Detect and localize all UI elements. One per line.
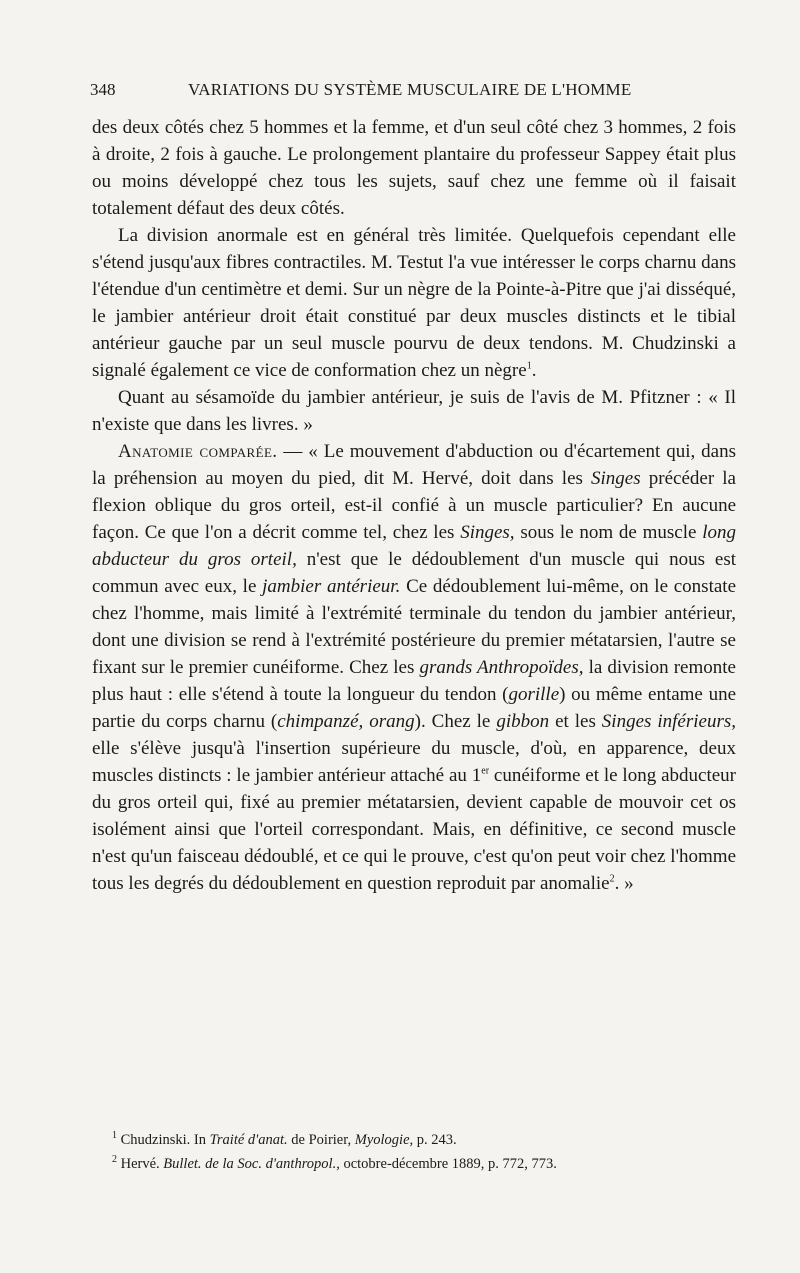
italic-term: long abducteur du gros orteil, <box>92 522 736 570</box>
italic-term: gorille <box>508 684 560 705</box>
italic-term: jambier antérieur. <box>262 576 401 597</box>
footnote-ref-2[interactable]: 2 <box>609 873 615 885</box>
paragraph-text: des deux côtés chez 5 hommes et la femme, et d'un seul côté chez 3 hommes, 2 fois à droite, 2 fois à gauche. Le prolongement plantaire du professeur Sappey était plus ou moins développé chez tous les sujets, sauf chez une femme où il faisait totalement défaut des deux côtés. <box>92 117 736 219</box>
italic-term: Singes, <box>460 522 515 543</box>
footnote-2 <box>112 1152 736 1176</box>
running-title: VARIATIONS DU SYSTÈME MUSCULAIRE DE L'HOMME <box>188 80 632 99</box>
italic-term: Singes <box>591 468 641 489</box>
section-text: — « Le mouvement d'abduction ou d'écartement qui, dans la préhension au moyen du pied, dit M. Hervé, doit dans les <box>92 441 736 489</box>
footnote-text: Hervé. <box>117 1156 164 1172</box>
footnotes <box>112 1128 736 1176</box>
paragraph-division <box>92 222 736 384</box>
superscript-er: er <box>481 765 490 777</box>
paragraph-continuation <box>92 114 736 222</box>
italic-term: grands Anthropoïdes, <box>419 657 584 678</box>
paragraph-sesamoid <box>92 384 736 438</box>
footnote-italic: Bullet. de la Soc. d'anthropol., <box>163 1156 340 1172</box>
footnote-text: de Poirier, <box>287 1132 355 1148</box>
section-text: la division remonte plus haut : elle s'étend à toute la longueur du tendon ( <box>92 657 736 705</box>
page-number: 348 <box>90 80 116 99</box>
italic-term: chimpanzé, orang <box>277 711 415 732</box>
section-text: Ce dédoublement lui-même, on le constate chez l'homme, mais limité à l'extrémité terminale du tendon du jambier antérieur, dont une division se rend à l'extrémité postérieure du premier métatarsien, l'autre se fixant sur le premier cunéiforme. Chez les <box>92 576 736 678</box>
paragraph-text: La division anormale est en général très limitée. Quelquefois cependant elle s'étend jusqu'aux fibres contractiles. M. Testut l'a vue intéresser le corps charnu dans l'étendue d'un centimètre et demi. Sur un nègre de la Pointe-à-Pitre que j'ai disséqué, le jambier antérieur droit était constitué par deux muscles distincts et le tibial antérieur gauche par un seul muscle pourvu de deux tendons. M. Chudzinski a signalé également ce vice de conformation chez un nègre <box>92 225 736 381</box>
section-text: ) ou même entame une partie du corps charnu ( <box>92 684 737 732</box>
section-text: ). Chez le <box>414 711 497 732</box>
footnote-italic: Myologie, <box>354 1132 414 1148</box>
section-text: et les <box>549 711 602 732</box>
body-text <box>92 114 736 897</box>
section-text: elle s'élève jusqu'à l'insertion supérieure du muscle, d'où, en apparence, deux muscles distincts : le jambier antérieur attaché au 1 <box>92 738 736 786</box>
italic-term: gibbon <box>496 711 550 732</box>
footnote-1 <box>112 1128 736 1152</box>
footnote-mark: 2 <box>112 1154 117 1166</box>
footnote-text: p. 243. <box>413 1132 457 1148</box>
section-text: cunéiforme et le long abducteur du gros orteil qui, fixé au premier métatarsien, devient capable de mouvoir cet os isolément ainsi que l'orteil correspondant. Mais, en définitive, ce second muscle n'est qu'un faisceau dédoublé, et ce qui le prouve, c'est qu'on peut voir chez l'homme tous les degrés du dédoublement en question reproduit par anomalie <box>92 765 736 894</box>
footnote-italic: Traité d'anat. <box>209 1132 288 1148</box>
section-text: sous le nom de muscle <box>514 522 703 543</box>
paragraph-text: Quant au sésamoïde du jambier antérieur, je suis de l'avis de M. Pfitzner : « Il n'existe que dans les livres. » <box>92 387 736 435</box>
footnote-text: octobre-décembre 1889, p. 772, 773. <box>339 1156 557 1172</box>
footnote-text: Chudzinski. In <box>117 1132 210 1148</box>
section-text: . » <box>614 873 634 894</box>
section-text: n'est que le dédoublement d'un muscle qui nous est commun avec eux, le <box>92 549 736 597</box>
footnote-ref-1[interactable]: 1 <box>526 360 532 372</box>
italic-term: Singes inférieurs, <box>601 711 736 732</box>
footnote-mark: 1 <box>112 1130 117 1142</box>
paragraph-text: . <box>531 360 537 381</box>
page-header <box>90 80 736 112</box>
section-text: précéder la flexion oblique du gros orteil, est-il confié à un muscle particulier? En aucune façon. Ce que l'on a décrit comme tel, chez les <box>92 468 736 543</box>
section-heading: Anatomie comparée. <box>118 441 278 462</box>
section-comparative-anatomy <box>92 438 736 897</box>
